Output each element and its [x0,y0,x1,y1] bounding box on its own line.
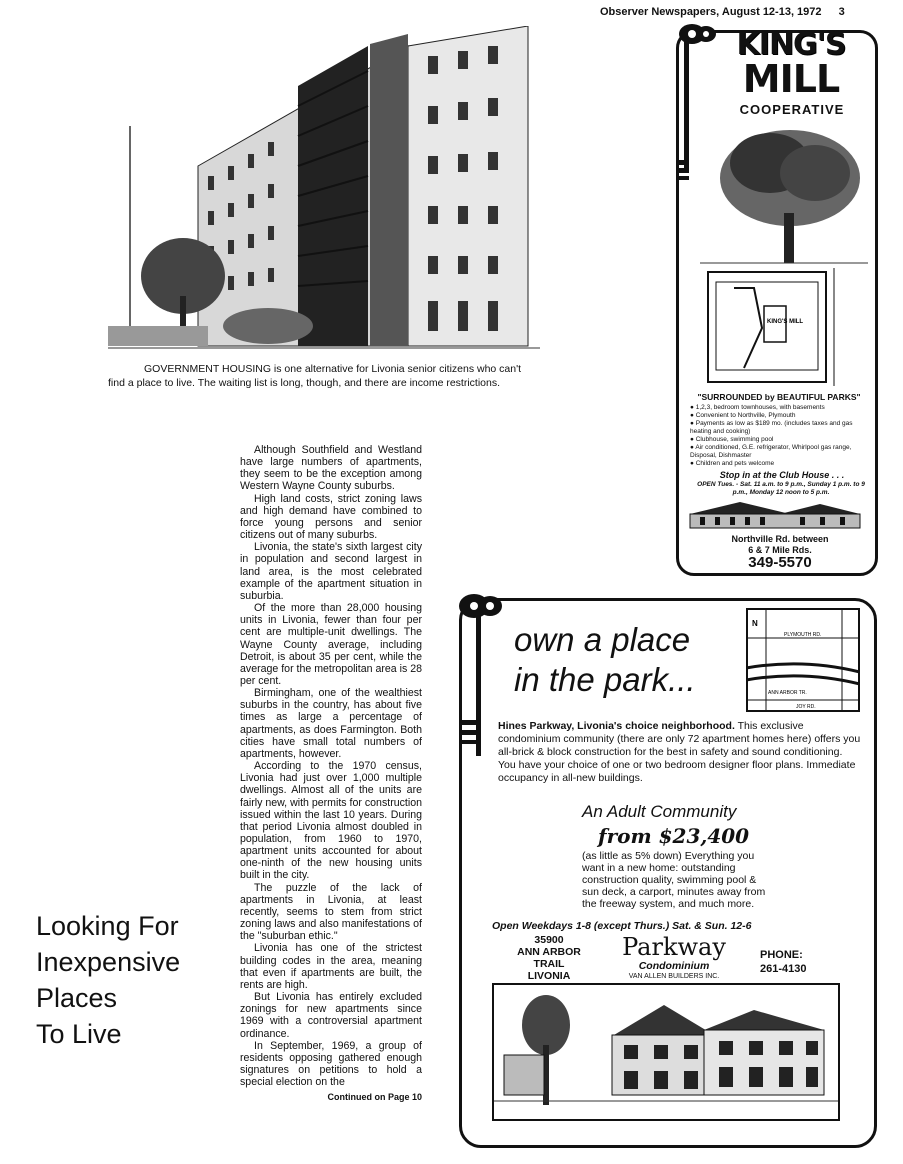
adult-community: An Adult Community [582,802,737,821]
price-details: (as little as 5% down) Everything you want in a new home: outstanding construction quality, swimming pool & sun deck, a carport, minutes away from the freeway system, and much more. [582,850,766,910]
phone-number: 261-4130 [760,963,807,975]
address-line: ANN ARBOR [517,946,581,958]
parkway-phone [760,948,830,976]
condominium-illustration [492,983,840,1121]
article-paragraph: Livonia has one of the strictest building codes in the area, meaning that even if apartments are built, the rents are high. [240,942,422,991]
brand-subtitle: Condominium [638,960,710,972]
intro-bold: Hines Parkway, Livonia's choice neighborhood. [498,720,735,732]
map-label: KING'S MILL [767,319,804,325]
article-paragraph: But Livonia has entirely excluded zonings for new apartments since 1969 with a controversial apartment ordinance. [240,991,422,1040]
address-line: Northville Rd. between [731,534,829,544]
headline-line: own a place [514,621,691,658]
open-hours: OPEN Tues. - Sat. 11 a.m. to 9 p.m., Sunday 1 p.m. to 9 p.m., Monday 12 noon to 5 p.m. [697,481,865,496]
price: from $23,400 [598,824,750,848]
continued-note: Continued on Page 10 [327,1092,422,1103]
headline-line: Inexpensive [36,947,181,977]
article-paragraph: Of the more than 28,000 housing units in Livonia, fewer than four per cent are multiple-unit dwellings. The Wayne County average, including Detroit, is about 35 per cent, while the average for the metropolitan area is 28 per cent. [240,602,422,687]
masthead: Observer Newspapers, August 12-13, 1972 [600,6,822,18]
brand-name: Parkway [622,933,726,961]
apartment-building-photo [108,26,540,356]
club-house-note: Stop in at the Club House . . . [719,470,845,480]
logo-line: KING'S [736,27,846,62]
feature-list [690,404,870,468]
address-line: 6 & 7 Mile Rds. [748,545,812,555]
logo-line: MILL [742,57,840,101]
parkway-headline [514,620,696,700]
page-number: 3 [838,6,845,18]
map-label: JOY RD. [796,704,816,710]
kings-mill-logo [716,27,866,101]
parkway-address [506,934,592,982]
address-line: TRAIL [533,958,565,970]
feature-item: ● 1,2,3, bedroom townhouses, with basements [690,404,870,412]
page-header [600,6,845,18]
parkway-map [746,608,860,712]
feature-item: ● Air conditioned, G.E. refrigerator, Whirlpool gas range, Disposal, Dishmaster [690,444,870,460]
address-line: LIVONIA [527,970,571,982]
builder-name: VAN ALLEN BUILDERS INC. [628,973,720,980]
parkway-description [498,720,862,785]
kings-mill-address [690,534,870,556]
open-hours: Open Weekdays 1-8 (except Thurs.) Sat. & Sun. 12-6 [492,920,752,932]
kings-mill-subtitle: COOPERATIVE [739,102,845,117]
article-paragraph: According to the 1970 census, Livonia had just over 1,000 multiple dwellings. Almost all of the units are fairly new, with permits for construction issued within the last 10 years. During that period Livonia almost doubled in population, from 1960 to 1970, apartment units accounted for about one-ninth of the new housing units built in the city. [240,760,422,882]
headline-line: in the park... [514,661,696,698]
parks-slogan: "SURROUNDED by BEAUTIFUL PARKS" [697,392,861,402]
photo-caption: GOVERNMENT HOUSING is one alternative for Livonia senior citizens who can't find a place to live. The waiting list is long, though, and there are income restrictions. [108,363,522,389]
headline-line: Places [36,983,118,1013]
article-paragraph: The puzzle of the lack of apartments in Livonia, at least recently, seems to stem from strict zoning laws and also manifestations of the "suburban ethic." [240,881,422,943]
feature-item: ● Children and pets welcome [690,460,870,468]
map-label: N [752,619,758,628]
feature-item: ● Convenient to Northville, Plymouth [690,412,870,420]
headline-line: To Live [36,1019,122,1049]
article-body [240,444,422,1103]
feature-item: ● Clubhouse, swimming pool [690,436,870,444]
phone-label: PHONE: [760,949,803,961]
article-paragraph: Although Southfield and Westland have large numbers of apartments, they seem to be the exception among Western Wayne County suburbs. [240,444,422,493]
tree-illustration [700,118,868,268]
clubhouse-illustration [680,500,868,532]
headline-line: Looking For [36,911,179,941]
location-map [704,268,862,386]
map-label: ANN ARBOR TR. [768,690,807,696]
kings-mill-phone: 349-5570 [748,554,812,571]
article-paragraph: Birmingham, one of the wealthiest suburbs in the country, has about five times as large a percentage of apartments, as does Farmington. Both cities have small total numbers of apartments, however. [240,687,422,760]
story-headline [36,908,236,1052]
article-paragraph: High land costs, strict zoning laws and high demand have combined to force young persons and senior citizens out of many suburbs. [240,492,422,542]
article-paragraph: In September, 1969, a group of residents opposing gathered enough signatures on petitions to hold a special election on the [240,1039,422,1089]
intro-text: This exclusive condominium community (there are only 72 apartment homes here) offers you all-brick & block construction for the best in safety and sound conditioning. You have your choice of one or two bedroom designer floor plans. Immediate occupancy in all-new buildings. [498,720,861,784]
map-label: PLYMOUTH RD. [784,632,822,638]
address-line: 35900 [534,934,564,946]
feature-item: ● Payments as low as $189 mo. (includes taxes and gas heating and cooking) [690,420,870,436]
article-paragraph: Livonia, the state's sixth largest city in population and second largest in land area, is the most celebrated example of the apartment situation in suburbia. [240,541,422,602]
parkway-logo [614,934,734,981]
